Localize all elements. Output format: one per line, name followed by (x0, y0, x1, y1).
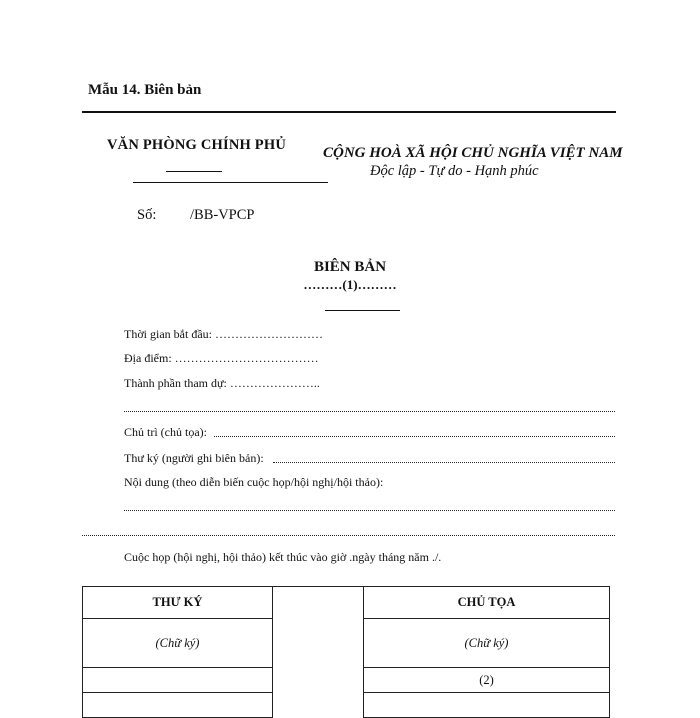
secretary-signature: (Chữ ký) (83, 619, 273, 668)
secretary-name (83, 668, 273, 693)
agency-underline (166, 171, 222, 172)
header-rule (82, 111, 616, 113)
agency-name: VĂN PHÒNG CHÍNH PHỦ (107, 137, 287, 153)
secretary-title: THƯ KÝ (83, 587, 273, 619)
secretary-extra-row (83, 693, 273, 718)
dotted-line-secretary (273, 462, 615, 463)
closing-statement: Cuộc họp (hội nghị, hội thảo) kết thúc vào giờ .ngày tháng năm ./. (124, 550, 442, 564)
field-location: Địa điểm: ……………………………… (124, 351, 319, 365)
form-title: Mẫu 14. Biên bản (88, 82, 202, 98)
chair-extra-row (364, 693, 610, 718)
dotted-line-content-1 (124, 510, 615, 511)
document-subtitle: ………(1)……… (303, 277, 397, 292)
dotted-line-participants (124, 411, 615, 412)
chair-name: (2) (364, 668, 610, 693)
dotted-line-chair (214, 436, 615, 437)
field-participants: Thành phần tham dự: ………………….. (124, 376, 320, 390)
agency-divider (133, 182, 328, 183)
nation-title: CỘNG HOÀ XÃ HỘI CHỦ NGHĨA VIỆT NAM (323, 145, 623, 161)
doc-number-code: /BB-VPCP (190, 207, 255, 223)
document-title: BIÊN BẢN (313, 259, 387, 275)
field-start-time: Thời gian bắt đầu: ……………………… (124, 327, 323, 341)
signature-table (82, 586, 610, 718)
chair-title: CHỦ TỌA (364, 587, 610, 619)
chair-signature: (Chữ ký) (364, 619, 610, 668)
field-chair: Chủ trì (chủ tọa): (124, 425, 207, 439)
dotted-line-content-2 (82, 535, 615, 536)
signature-gap (273, 587, 364, 718)
field-content: Nội dung (theo diễn biến cuộc họp/hội nghị/hội thảo): (124, 475, 384, 489)
field-secretary: Thư ký (người ghi biên bản): (124, 451, 264, 465)
nation-motto: Độc lập - Tự do - Hạnh phúc (370, 163, 539, 179)
doc-number-label: Số: (137, 207, 157, 223)
title-underline (325, 310, 400, 311)
